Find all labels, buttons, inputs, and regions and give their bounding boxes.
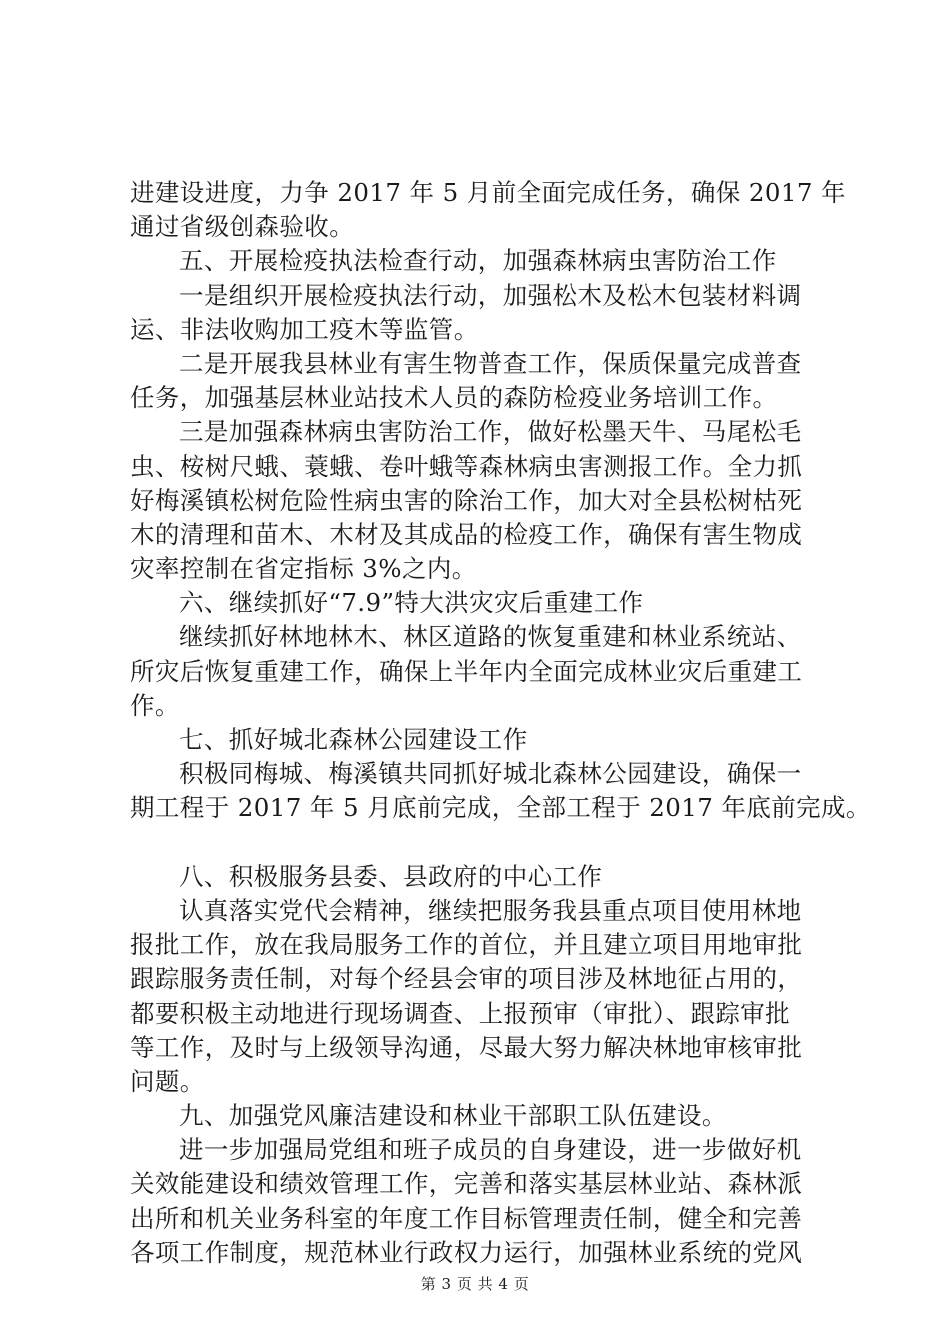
text-line: 各项工作制度，规范林业行政权力运行，加强林业系统的党风 [130,1237,803,1267]
text-line: 期工程于 2017 年 5 月底前完成，全部工程于 2017 年底前完成。 [130,793,871,823]
text-line: 运、非法收购加工疫木等监管。 [130,314,479,344]
text-line: 报批工作，放在我局服务工作的首位，并且建立项目用地审批 [130,930,803,960]
text-line: 任务，加强基层林业站技术人员的森防检疫业务培训工作。 [130,383,778,413]
text-line: 三是加强森林病虫害防治工作，做好松墨天牛、马尾松毛 [179,417,802,447]
text-line: 通过省级创森验收。 [130,212,355,242]
page-footer: 第 3 页 共 4 页 [420,1275,530,1293]
text-line: 等工作，及时与上级领导沟通，尽最大努力解决林地审核审批 [130,1032,803,1062]
text-line: 一是组织开展检疫执法行动，加强松木及松木包装材料调 [179,280,802,310]
text-line: 灾率控制在省定指标 3%之内。 [130,554,477,584]
blank-line [130,826,830,860]
text-line: 所灾后恢复重建工作，确保上半年内全面完成林业灾后重建工 [130,656,803,686]
text-line: 六、继续抓好“7.9”特大洪灾灾后重建工作 [179,588,644,618]
text-line: 虫、桉树尺蛾、蓑蛾、卷叶蛾等森林病虫害测报工作。全力抓 [130,451,803,481]
text-line: 作。 [130,690,180,720]
text-line: 积极同梅城、梅溪镇共同抓好城北森林公园建设，确保一 [179,759,802,789]
text-line: 好梅溪镇松树危险性病虫害的除治工作，加大对全县松树枯死 [130,485,803,515]
text-line: 关效能建设和绩效管理工作，完善和落实基层林业站、森林派 [130,1169,803,1199]
text-line: 进建设进度，力争 2017 年 5 月前全面完成任务，确保 2017 年 [130,178,846,207]
document-body [130,176,871,1270]
text-line: 继续抓好林地林木、林区道路的恢复重建和林业系统站、 [179,622,802,652]
text-line: 都要积极主动地进行现场调查、上报预审（审批）、跟踪审批 [130,998,791,1028]
text-line: 问题。 [130,1066,205,1096]
text-line: 出所和机关业务科室的年度工作目标管理责任制，健全和完善 [130,1203,803,1233]
text-line: 认真落实党代会精神，继续把服务我县重点项目使用林地 [179,895,802,925]
text-line: 八、积极服务县委、县政府的中心工作 [179,861,603,891]
text-line: 七、抓好城北森林公园建设工作 [179,725,528,754]
text-line: 二是开展我县林业有害生物普查工作，保质保量完成普查 [179,348,802,378]
text-line: 跟踪服务责任制，对每个经县会审的项目涉及林地征占用的， [130,964,803,994]
text-line: 五、开展检疫执法检查行动，加强森林病虫害防治工作 [179,246,777,276]
text-line: 木的清理和苗木、木材及其成品的检疫工作，确保有害生物成 [130,519,803,549]
text-line: 进一步加强局党组和班子成员的自身建设，进一步做好机 [179,1135,802,1165]
text-line: 九、加强党风廉洁建设和林业干部职工队伍建设。 [179,1101,727,1131]
